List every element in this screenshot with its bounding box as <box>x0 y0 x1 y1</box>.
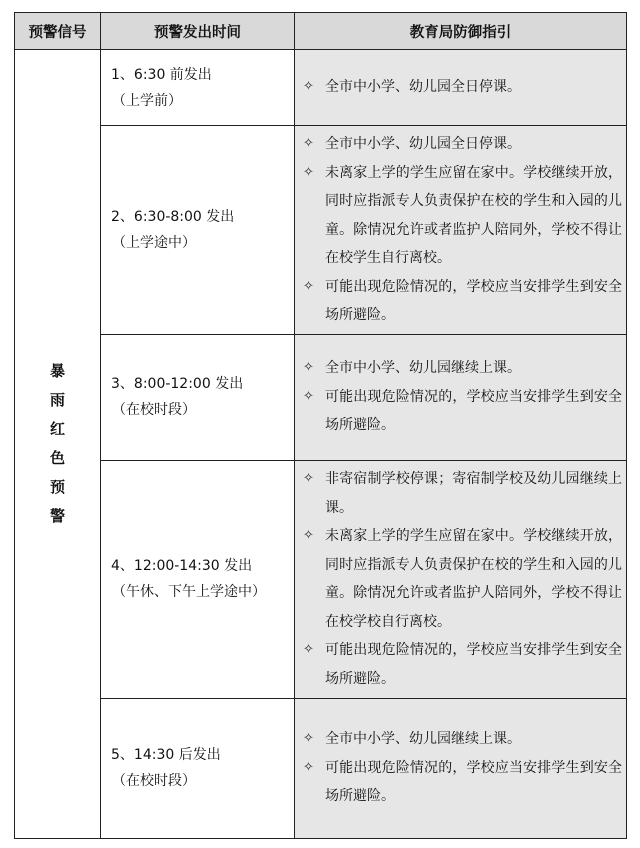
signal-char: 色 <box>49 448 65 467</box>
sparkle-bullet-icon: ✧ <box>303 642 314 657</box>
guideline-text: 可能出现危险情况的，学校应当安排学生到安全场所避险。 <box>325 278 622 323</box>
guideline-text: 未离家上学的学生应留在家中。学校继续开放，同时应指派专人负责保护在校的学生和入园的儿童。除情况允许或者监护人陪同外，学校不得让在校学生自行离校。 <box>325 164 622 266</box>
time-cell <box>101 334 295 460</box>
header-guide: 教育局防御指引 <box>295 13 627 50</box>
guideline-text: 全市中小学、幼儿园全日停课。 <box>325 136 521 152</box>
signal-cell <box>15 50 101 839</box>
sparkle-bullet-icon: ✧ <box>303 759 314 775</box>
guideline-text: 可能出现危险情况的，学校应当安排学生到安全场所避险。 <box>325 388 622 434</box>
signal-char: 红 <box>49 419 65 438</box>
guideline-item <box>303 130 622 159</box>
time-cell <box>101 698 295 838</box>
sparkle-bullet-icon: ✧ <box>303 79 314 95</box>
header-row <box>15 13 627 50</box>
guideline-item <box>303 465 622 522</box>
signal-char: 预 <box>49 477 65 496</box>
guideline-text: 可能出现危险情况的，学校应当安排学生到安全场所避险。 <box>325 759 622 805</box>
guideline-text: 非寄宿制学校停课；寄宿制学校及幼儿园继续上课。 <box>325 471 622 516</box>
guideline-cell <box>295 460 627 698</box>
issue-time: 1、6:30 前发出 <box>111 66 212 83</box>
sparkle-bullet-icon: ✧ <box>303 388 314 404</box>
time-period: （在校时段） <box>112 773 196 789</box>
sparkle-bullet-icon: ✧ <box>303 471 314 486</box>
guideline-cell <box>295 698 627 838</box>
guideline-text: 可能出现危险情况的，学校应当安排学生到安全场所避险。 <box>325 642 622 687</box>
guideline-cell <box>295 50 627 126</box>
guideline-item <box>303 754 622 811</box>
signal-name <box>15 357 100 531</box>
guideline-item <box>303 273 622 330</box>
guideline-text: 全市中小学、幼儿园全日停课。 <box>325 79 521 96</box>
guideline-item <box>303 159 622 273</box>
guideline-item <box>303 725 622 754</box>
sparkle-bullet-icon: ✧ <box>303 360 314 376</box>
table-row <box>15 334 627 460</box>
guideline-item <box>303 383 622 440</box>
issue-time: 3、8:00-12:00 发出 <box>111 376 244 392</box>
header-time: 预警发出时间 <box>101 13 295 50</box>
table-row <box>15 126 627 335</box>
guideline-item <box>303 73 622 102</box>
time-period: （在校时段） <box>112 402 196 418</box>
time-period: （午休、下午上学途中） <box>112 584 266 600</box>
sparkle-bullet-icon: ✧ <box>303 528 314 543</box>
guideline-text: 未离家上学的学生应留在家中。学校继续开放，同时应指派专人负责保护在校的学生和入园的儿童。除情况允许或者监护人陪同外，学校不得让在校学校自行离校。 <box>325 528 622 630</box>
guideline-item <box>303 636 622 693</box>
table-row <box>15 460 627 698</box>
signal-char: 雨 <box>49 390 65 409</box>
table-row <box>15 50 627 126</box>
signal-char: 警 <box>49 506 65 525</box>
guideline-text: 全市中小学、幼儿园继续上课。 <box>325 731 521 748</box>
sparkle-bullet-icon: ✧ <box>303 136 314 151</box>
guideline-cell <box>295 334 627 460</box>
time-period: （上学前） <box>112 92 182 109</box>
rainstorm-warning-table <box>14 12 627 839</box>
issue-time: 5、14:30 后发出 <box>111 747 221 763</box>
guideline-item <box>303 354 622 383</box>
time-cell <box>101 50 295 126</box>
sparkle-bullet-icon: ✧ <box>303 731 314 747</box>
guideline-cell <box>295 126 627 335</box>
signal-char: 暴 <box>49 361 65 380</box>
time-cell <box>101 126 295 335</box>
sparkle-bullet-icon: ✧ <box>303 278 314 294</box>
header-signal: 预警信号 <box>15 13 101 50</box>
guideline-text: 全市中小学、幼儿园继续上课。 <box>325 360 521 377</box>
issue-time: 2、6:30-8:00 发出 <box>111 208 235 225</box>
time-period: （上学途中） <box>112 234 196 251</box>
sparkle-bullet-icon: ✧ <box>303 164 314 180</box>
table-row <box>15 698 627 838</box>
time-cell <box>101 460 295 698</box>
issue-time: 4、12:00-14:30 发出 <box>111 558 253 574</box>
guideline-item <box>303 522 622 636</box>
